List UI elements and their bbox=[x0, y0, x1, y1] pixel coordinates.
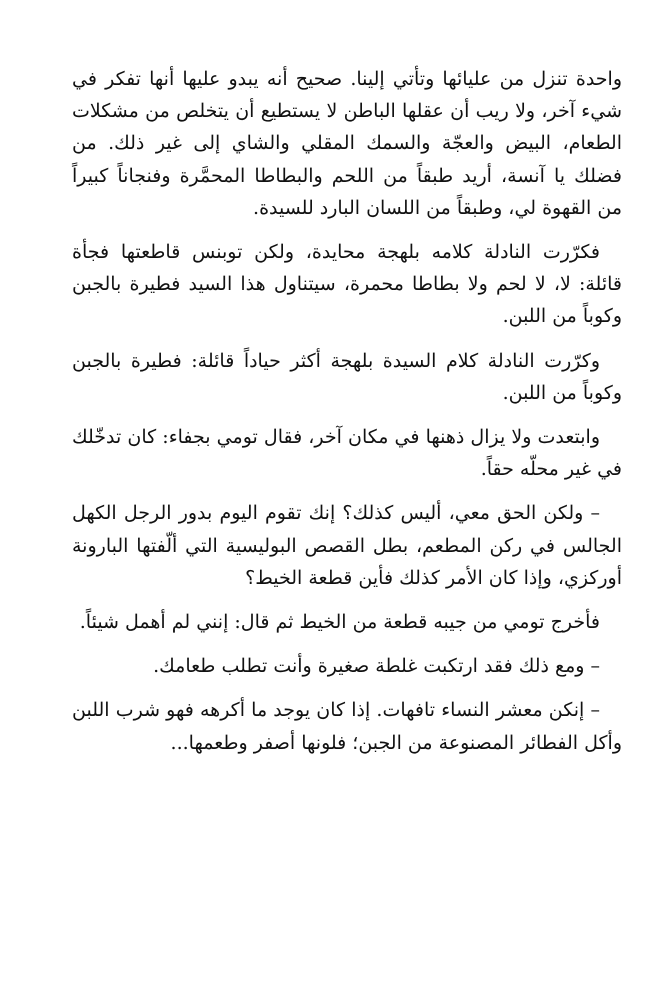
paragraph-8: – إنكن معشر النساء تافهات. إذا كان يوجد ما أكرهه فهو شرب اللبن وأكل الفطائر المصنوعة من الجبن؛ فلونها أصفر وطعمها... bbox=[72, 699, 622, 754]
paragraph-7: – ومع ذلك فقد ارتكبت غلطة صغيرة وأنت تطلب طعامك. bbox=[153, 655, 600, 678]
paragraph-3: وكرّرت النادلة كلام السيدة بلهجة أكثر حياداً قائلة: فطيرة بالجبن وكوباً من اللبن. bbox=[72, 349, 622, 404]
paragraph-6: فأخرج تومي من جيبه قطعة من الخيط ثم قال: إنني لم أهمل شيئاً. bbox=[79, 611, 600, 634]
paragraph-2: فكرّرت النادلة كلامه بلهجة محايدة، ولكن توبنس قاطعتها فجأة قائلة: لا، لا لحم ولا بطاطا محمرة، سيتناول هذا السيد فطيرة بالجبن وكوباً من اللبن. bbox=[72, 241, 622, 328]
paragraph-5: – ولكن الحق معي، أليس كذلك؟ إنك تقوم اليوم بدور الرجل الكهل الجالس في ركن المطعم، بطل القصص البوليسية التي ألّفتها البارونة أوركزي، وإذا كان الأمر كذلك فأين قطعة الخيط؟ bbox=[72, 502, 622, 589]
page-text-column bbox=[72, 63, 622, 771]
paragraph-4: وابتعدت ولا يزال ذهنها في مكان آخر، فقال تومي بجفاء: كان تدخّلك في غير محلّه حقاً. bbox=[72, 426, 622, 481]
paragraph-1: واحدة تنزل من عليائها وتأتي إلينا. صحيح أنه يبدو عليها أنها تفكر في شيء آخر، ولا ريب أن عقلها الباطن لا يستطيع أن يتخلص من مشكلات الطعام، البيض والعجّة والسمك المقلي والشاي إلى غير ذلك. من فضلك يا آنسة، أريد طبقاً من اللحم والبطاطا المحمَّرة وفنجاناً كبيراً من القهوة لي، وطبقاً من اللسان البارد للسيدة. bbox=[72, 68, 622, 219]
